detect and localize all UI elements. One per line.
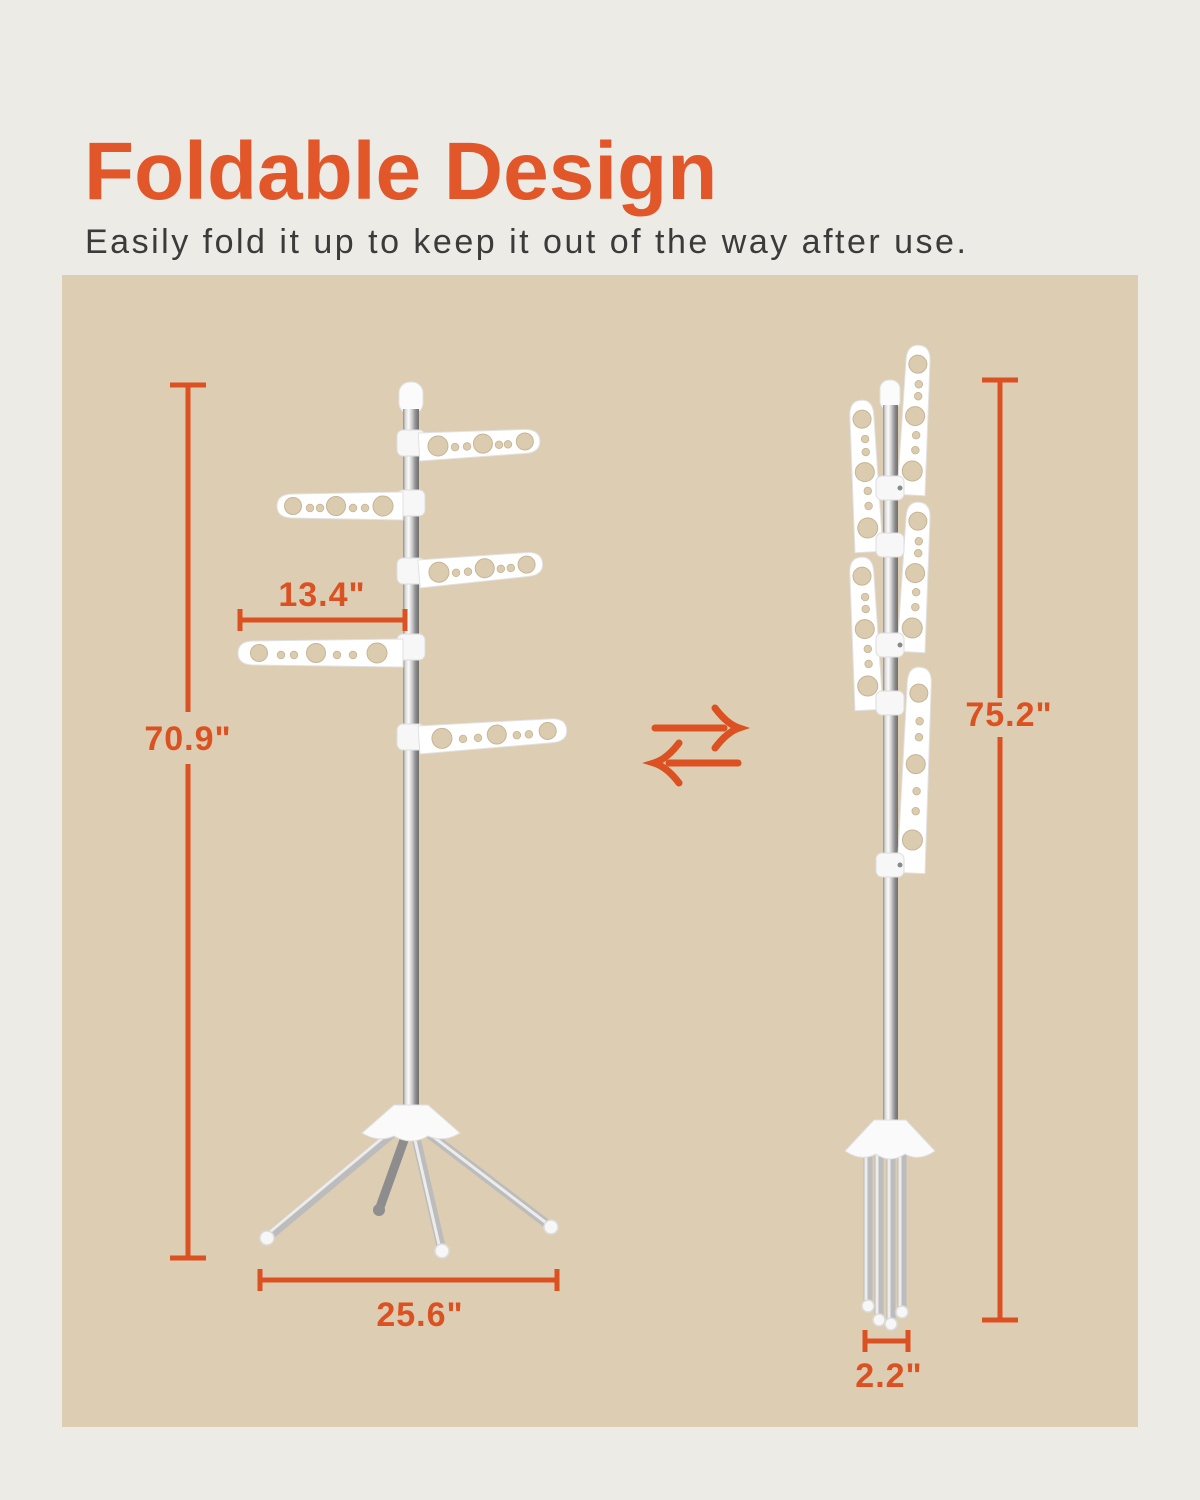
tripod-base bbox=[260, 1125, 558, 1258]
unfolded-rack bbox=[238, 382, 568, 1258]
arm-4 bbox=[238, 639, 403, 667]
rack-diagram bbox=[62, 275, 1138, 1427]
folded-arm-2 bbox=[847, 399, 883, 552]
folded-arm-4 bbox=[847, 556, 883, 710]
base-width-label: 25.6" bbox=[376, 1296, 464, 1334]
arm-1 bbox=[418, 427, 540, 461]
fold-unfold-arrows-icon bbox=[654, 708, 739, 783]
arm-3 bbox=[418, 549, 544, 588]
base-width-dimension-25-6 bbox=[260, 1269, 557, 1334]
width-dimension-2-2 bbox=[855, 1330, 922, 1395]
tripod-hub bbox=[362, 1105, 460, 1141]
folded-width-label: 2.2" bbox=[855, 1357, 923, 1395]
arm-5 bbox=[418, 716, 568, 754]
height-dimension-70-9 bbox=[144, 385, 231, 1258]
folded-hub bbox=[845, 1120, 935, 1159]
diagram-panel bbox=[62, 275, 1138, 1427]
arm-length-dimension-13-4 bbox=[240, 576, 405, 631]
arm-length-label: 13.4" bbox=[278, 576, 366, 614]
folded-rack bbox=[845, 344, 935, 1330]
folded-height-label: 75.2" bbox=[965, 696, 1053, 734]
page-subtitle: Easily fold it up to keep it out of the way after use. bbox=[85, 223, 969, 261]
folded-arm-3 bbox=[897, 501, 933, 652]
folded-legs bbox=[862, 1145, 908, 1330]
arm-2 bbox=[277, 492, 403, 520]
height-dimension-75-2 bbox=[965, 380, 1052, 1320]
unfolded-height-label: 70.9" bbox=[144, 720, 232, 758]
folded-arm-1 bbox=[897, 344, 933, 495]
page-title: Foldable Design bbox=[84, 125, 718, 217]
